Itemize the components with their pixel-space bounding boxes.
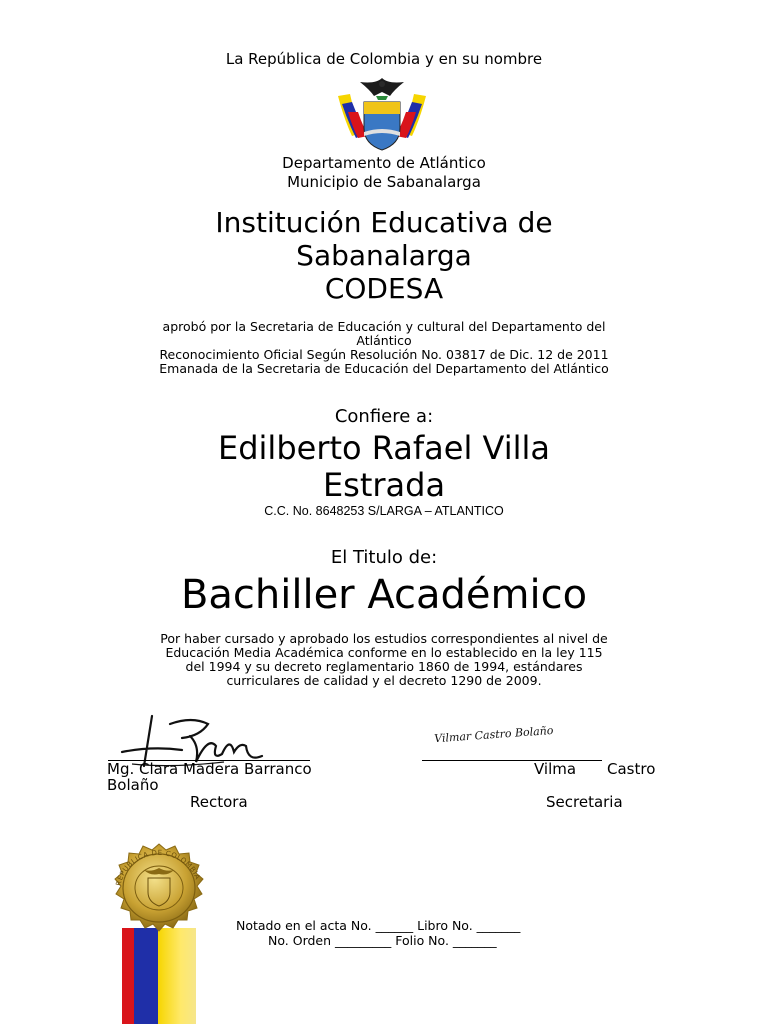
recipient-name-line-1: Edilberto Rafael Villa <box>218 429 550 467</box>
rector-name-line-1: Mg. Clara Madera Barranco <box>107 760 312 778</box>
republic-heading: La República de Colombia y en su nombre <box>225 50 543 68</box>
municipality-line: Municipio de Sabanalarga <box>287 173 481 191</box>
flag-ribbon <box>122 928 196 1024</box>
seal-ring-text: REPUBLICA DE COLOMBIA <box>114 848 202 887</box>
reason-line-3: del 1994 y su decreto reglamentario 1860 de 1994, estándares <box>185 659 583 674</box>
department-line: Departamento de Atlántico <box>282 154 486 172</box>
coat-of-arms-icon <box>330 74 434 154</box>
title-label: El Titulo de: <box>330 547 438 568</box>
confers-label: Confiere a: <box>334 406 434 427</box>
degree-title: Bachiller Académico <box>180 572 588 618</box>
reason-line-4: curriculares de calidad y el decreto 1290 de 2009. <box>226 673 542 688</box>
secretary-signature-handwriting: Vilmar Castro Bolaño <box>433 723 554 746</box>
secretary-role: Secretaria <box>546 793 623 811</box>
record-line-1: Notado en el acta No. ______ Libro No. _______ <box>236 918 521 933</box>
reason-line-1: Por haber cursado y aprobado los estudios correspondientes al nivel de <box>160 631 608 646</box>
approval-line-3: Reconocimiento Oficial Según Resolución No. 03817 de Dic. 12 de 2011 <box>159 347 609 362</box>
ribbon-blue-stripe <box>134 928 158 1024</box>
approval-line-2: Atlántico <box>356 333 412 348</box>
recipient-name-line-2: Estrada <box>322 466 446 504</box>
approval-line-1: aprobó por la Secretaria de Educación y cultural del Departamento del <box>162 319 606 334</box>
ribbon-red-stripe <box>122 928 134 1024</box>
ribbon-yellow-stripe <box>158 928 196 1024</box>
institution-line-1: Institución Educativa de <box>215 206 553 239</box>
gold-seal-icon <box>98 842 220 942</box>
rector-role: Rectora <box>190 793 248 811</box>
approval-line-4: Emanada de la Secretaria de Educación del Departamento del Atlántico <box>159 361 609 376</box>
reason-line-2: Educación Media Académica conforme en lo establecido en la ley 115 <box>165 645 603 660</box>
record-line-2: No. Orden _________ Folio No. _______ <box>268 933 497 948</box>
institution-line-2: Sabanalarga <box>296 239 472 272</box>
secretary-last-name: Castro <box>607 760 656 778</box>
secretary-first-name: Vilma <box>534 760 577 778</box>
institution-line-3: CODESA <box>324 272 444 305</box>
rector-name-line-2: Bolaño <box>107 776 159 794</box>
recipient-id: C.C. No. 8648253 S/LARGA – ATLANTICO <box>264 504 504 518</box>
